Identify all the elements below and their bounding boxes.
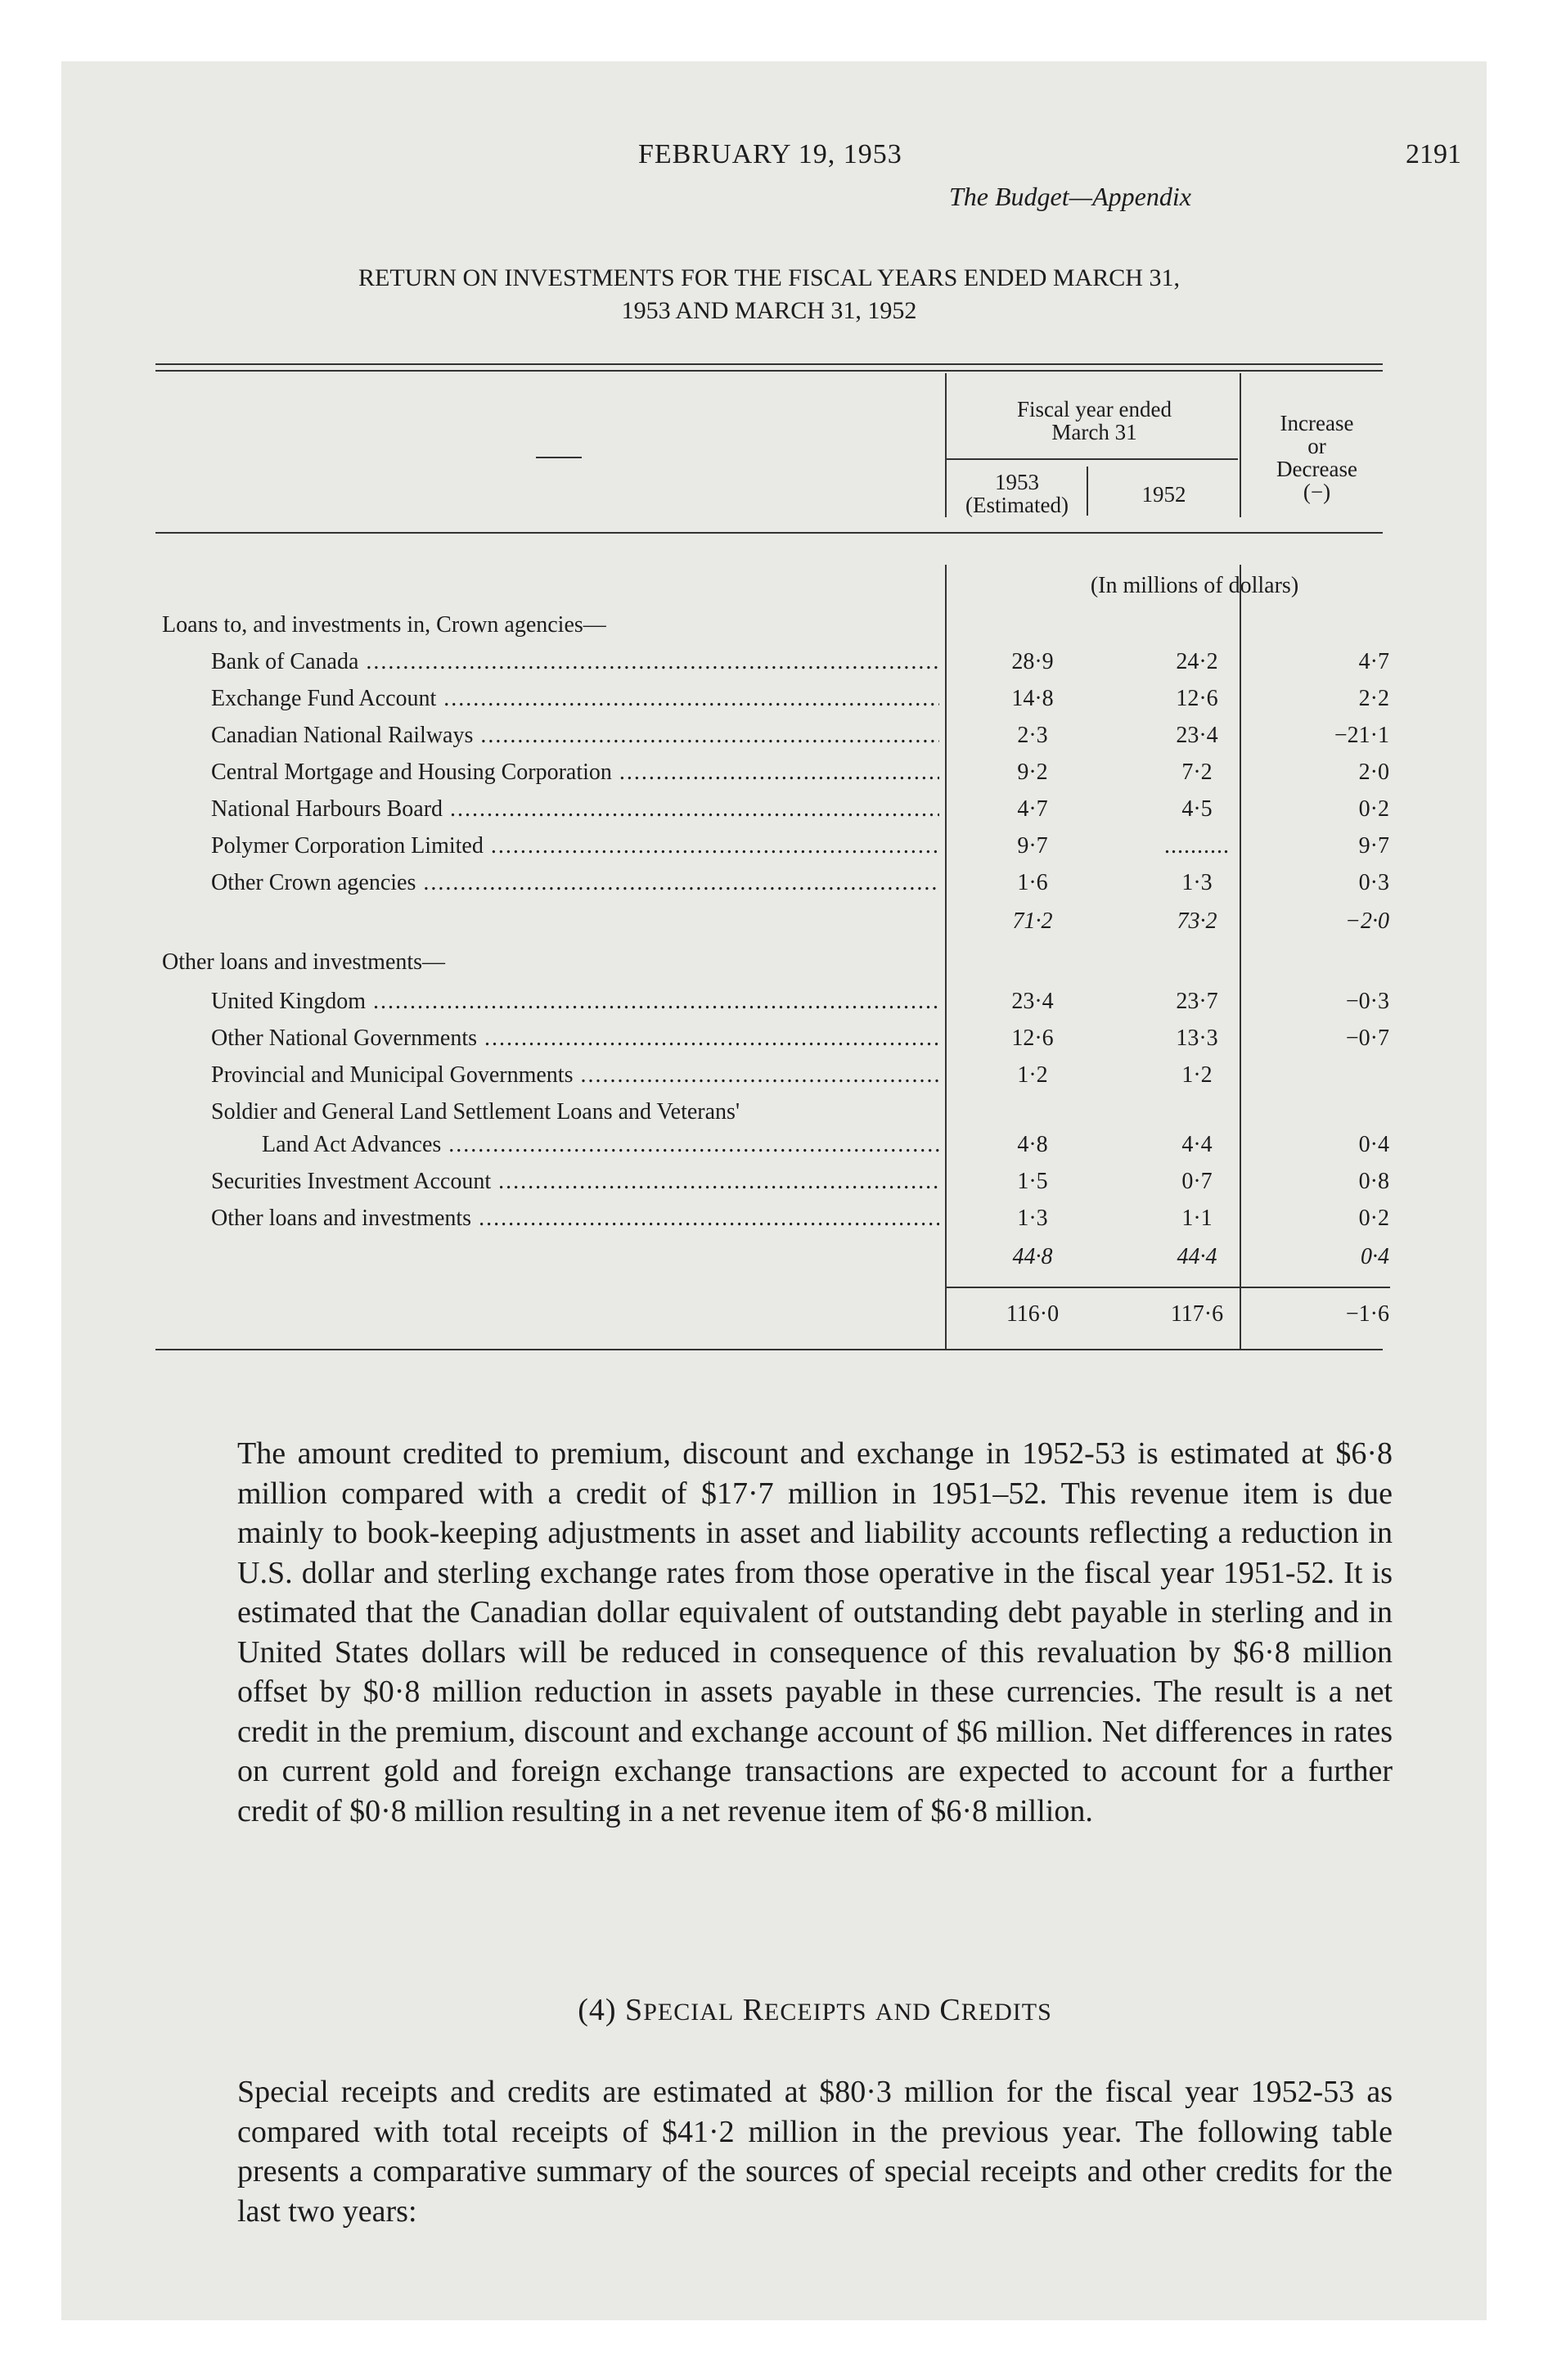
stub-header-dash — [536, 457, 582, 458]
cell-1952: .......... — [1164, 833, 1230, 859]
section-heading-other-loans — [0, 949, 1548, 984]
paragraph-special-receipts: Special receipts and credits are estimated at $80·3 million for the fiscal year 1952-53 as compared with total receipts of $41·2 million in the previous year. The following table presents a comparative summary of the sources of special receipts and other credits for the last two years: — [237, 2075, 1393, 2229]
column-header-change-line-2: or — [1307, 434, 1326, 458]
row-label: Other loans and investments ..... — [211, 1206, 939, 1232]
cell-1952: 23·7 — [1176, 989, 1218, 1014]
row-label: Soldier and General Land Settlement Loans and Veterans' — [211, 1099, 740, 1125]
cell-change: −0·3 — [1345, 989, 1389, 1014]
heading-initial-r: R — [742, 1993, 765, 2027]
row-label: United Kingdom ..... — [211, 989, 939, 1015]
heading-initial-c: C — [939, 1993, 961, 2027]
cell-1952: 7·2 — [1181, 760, 1213, 785]
table-row — [0, 1169, 1548, 1203]
table-bottom-rule — [155, 1349, 1383, 1350]
row-label: Other National Governments ..... — [211, 1025, 939, 1052]
section-heading-crown-agencies — [0, 612, 1548, 647]
table-row — [0, 1206, 1548, 1240]
table-row — [0, 686, 1548, 720]
subtotal-1953: 44·8 — [1012, 1244, 1053, 1269]
cell-1953: 2·3 — [1017, 723, 1048, 748]
group-header-line-2: March 31 — [1051, 420, 1137, 444]
cell-change: 0·4 — [1358, 1132, 1389, 1157]
cell-1952: 12·6 — [1176, 686, 1218, 711]
heading-word-and: AND — [875, 1999, 931, 2026]
subtotal-1953: 71·2 — [1012, 908, 1053, 934]
table-row-first-line — [0, 1099, 1548, 1134]
column-header-change-line-3: Decrease — [1276, 457, 1357, 481]
group-header-fiscal-year — [949, 398, 1240, 444]
row-label: Other Crown agencies ..... — [211, 870, 939, 896]
heading-word-pecial: PECIAL — [643, 1999, 735, 2026]
cell-1953: 9·7 — [1017, 833, 1048, 859]
cell-1953: 28·9 — [1011, 649, 1054, 674]
subtotal-1952: 44·4 — [1177, 1244, 1217, 1269]
header-date: FEBRUARY 19, 1953 — [638, 139, 902, 169]
cell-1952: 0·7 — [1181, 1169, 1213, 1194]
table-row — [0, 833, 1548, 868]
table-top-double-rule-1 — [155, 363, 1383, 365]
cell-1953: 1·6 — [1017, 870, 1048, 895]
column-header-change-line-1: Increase — [1280, 411, 1354, 435]
column-header-1953-estimated: (Estimated) — [965, 493, 1069, 517]
row-label: Exchange Fund Account ..... — [211, 686, 939, 712]
total-rule — [947, 1287, 1390, 1288]
table-row — [0, 1062, 1548, 1097]
cell-1952: 4·5 — [1181, 796, 1213, 822]
cell-1953: 1·3 — [1017, 1206, 1048, 1231]
cell-1952: 13·3 — [1176, 1025, 1218, 1051]
cell-1953: 1·2 — [1017, 1062, 1048, 1088]
column-header-1953-year: 1953 — [995, 470, 1039, 494]
cell-change: 2·0 — [1358, 760, 1389, 785]
section-number: (4) — [578, 1993, 617, 2027]
table-row — [0, 1025, 1548, 1060]
table-row — [0, 870, 1548, 904]
row-label: Bank of Canada ..... — [211, 649, 939, 675]
section-1-subtotal-row — [0, 908, 1548, 943]
subtotal-change: −2·0 — [1345, 908, 1389, 934]
section-2-subtotal-row — [0, 1244, 1548, 1278]
cell-change: 9·7 — [1358, 833, 1389, 859]
section-heading-label: Other loans and investments— — [162, 949, 446, 975]
cell-1953: 12·6 — [1011, 1025, 1054, 1051]
group-header-underline — [947, 458, 1238, 460]
page-number: 2191 — [1406, 139, 1461, 169]
row-label: National Harbours Board ..... — [211, 796, 939, 823]
table-row — [0, 989, 1548, 1023]
section-heading-label: Loans to, and investments in, Crown agencies— — [162, 612, 606, 638]
row-label: Polymer Corporation Limited ..... — [211, 833, 939, 859]
grand-total-row — [0, 1301, 1548, 1336]
cell-change: 0·2 — [1358, 1206, 1389, 1231]
cell-change: 0·2 — [1358, 796, 1389, 822]
row-label-continuation: Land Act Advances ..... — [262, 1132, 939, 1158]
column-header-1952: 1952 — [1141, 482, 1186, 507]
table-row — [0, 1132, 1548, 1166]
cell-1953: 4·8 — [1017, 1132, 1048, 1157]
cell-1952: 24·2 — [1176, 649, 1218, 674]
table-title-line-2: 1953 AND MARCH 31, 1952 — [621, 297, 917, 324]
cell-1953: 14·8 — [1011, 686, 1054, 711]
total-1953: 116·0 — [1006, 1301, 1060, 1327]
table-row — [0, 796, 1548, 831]
cell-change: 0·3 — [1358, 870, 1389, 895]
cell-change: −21·1 — [1334, 723, 1389, 748]
cell-1952: 4·4 — [1181, 1132, 1213, 1157]
paragraph-premium-discount-exchange: The amount credited to premium, discount and exchange in 1952-53 is estimated at $6·8 million compared with a credit of $17·7 million in 1951–52. This revenue item is due mainly to book-keeping adjustments in asset and liability accounts reflecting a reduction in U.S. dollar and sterling exchange rates from those operative in the fiscal year 1951-52. It is estimated that the Canadian dollar equivalent of outstanding debt payable in sterling and in United States dollars will be reduced in consequence of this revaluation by $6·8 million offset by $0·8 million reduction in assets payable in these currencies. The result is a net credit in the premium, discount and exchange account of $6 million. Net differences in rates on current gold and foreign exchange transactions are expected to account for a further credit of $0·8 million resulting in a net revenue item of $6·8 million. — [237, 1436, 1393, 1828]
cell-1953: 1·5 — [1017, 1169, 1048, 1194]
cell-change: 4·7 — [1358, 649, 1389, 674]
column-header-1953 — [947, 471, 1087, 516]
cell-change: 2·2 — [1358, 686, 1389, 711]
total-1952: 117·6 — [1170, 1301, 1224, 1327]
table-title — [155, 262, 1383, 327]
table-row — [0, 649, 1548, 683]
cell-1952: 1·2 — [1181, 1062, 1213, 1088]
cell-1953: 4·7 — [1017, 796, 1048, 822]
heading-word-eceipts: ECEIPTS — [764, 1999, 867, 2026]
cell-1953: 9·2 — [1017, 760, 1048, 785]
cell-1952: 1·3 — [1181, 870, 1213, 895]
cell-change: −0·7 — [1345, 1025, 1389, 1051]
subtotal-change: 0·4 — [1361, 1244, 1389, 1269]
cell-1952: 1·1 — [1181, 1206, 1213, 1231]
cell-1953: 23·4 — [1011, 989, 1054, 1014]
table-top-double-rule-2 — [155, 370, 1383, 372]
column-header-change-line-4: (−) — [1303, 480, 1331, 504]
header-subtitle: The Budget—Appendix — [949, 182, 1191, 211]
units-caption: (In millions of dollars) — [1090, 573, 1299, 598]
total-change: −1·6 — [1345, 1301, 1389, 1327]
table-title-line-1: RETURN ON INVESTMENTS FOR THE FISCAL YEARS ENDED MARCH 31, — [358, 264, 1180, 291]
column-divider-left — [945, 373, 947, 517]
cell-change: 0·8 — [1358, 1169, 1389, 1194]
table-row — [0, 723, 1548, 757]
section-heading-special-receipts — [237, 1992, 1393, 2028]
subtotal-1952: 73·2 — [1177, 908, 1217, 934]
row-label: Central Mortgage and Housing Corporation ..... — [211, 760, 939, 786]
row-label: Securities Investment Account ..... — [211, 1169, 939, 1195]
heading-initial-s: S — [625, 1993, 644, 2027]
heading-word-redits: REDITS — [961, 1999, 1052, 2026]
row-label: Canadian National Railways ..... — [211, 723, 939, 749]
table-row — [0, 760, 1548, 794]
column-header-change — [1241, 412, 1393, 503]
group-header-line-1: Fiscal year ended — [1017, 397, 1172, 421]
cell-1952: 23·4 — [1176, 723, 1218, 748]
header-bottom-rule — [155, 532, 1383, 534]
row-label: Provincial and Municipal Governments ..... — [211, 1062, 939, 1089]
